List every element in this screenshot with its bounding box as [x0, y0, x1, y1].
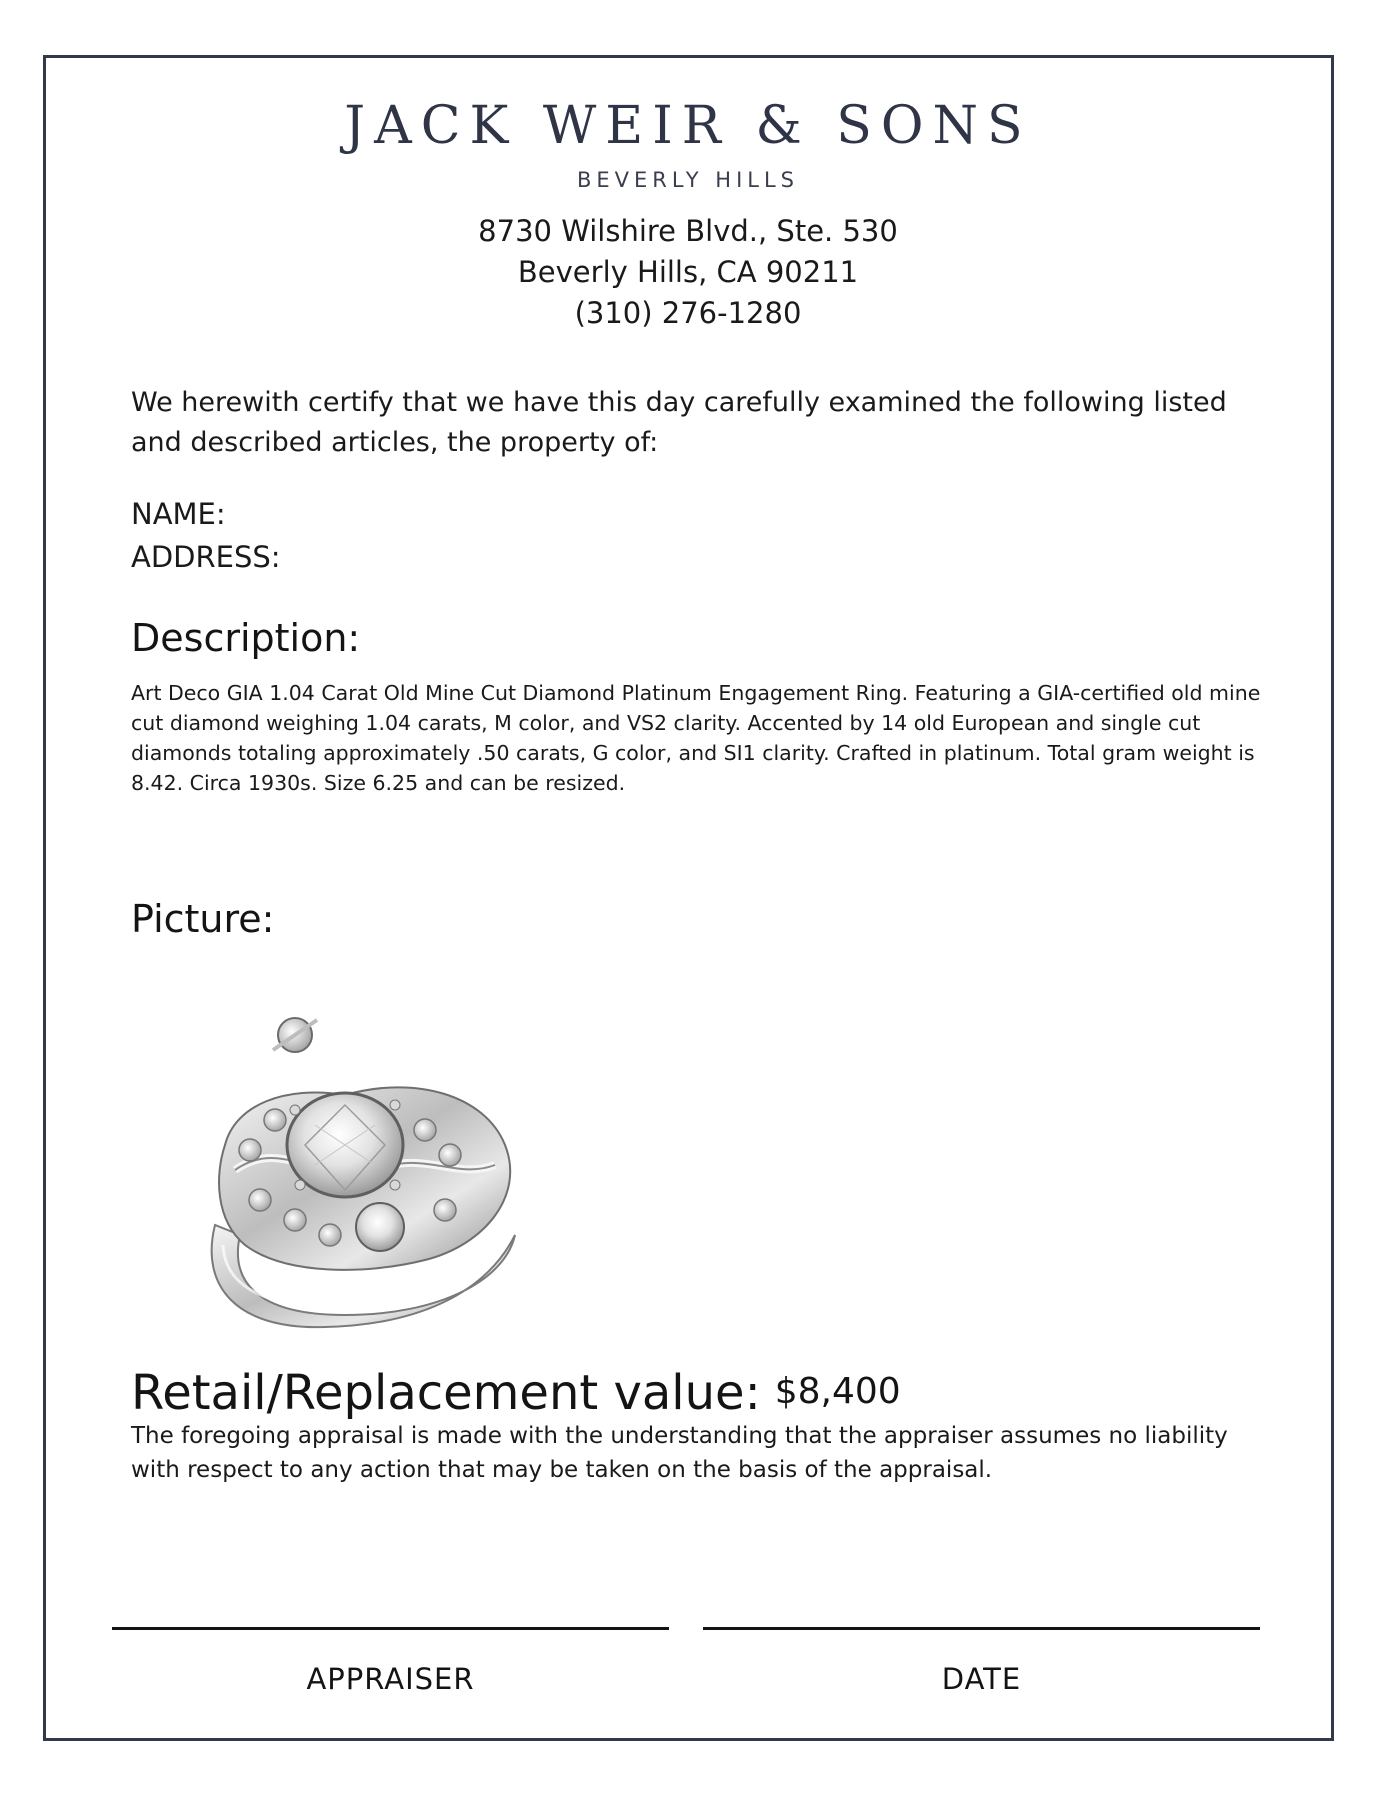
- brand-location: BEVERLY HILLS: [576, 168, 800, 192]
- appraiser-signature-line[interactable]: [112, 1627, 669, 1630]
- certification-intro: We herewith certify that we have this day carefully examined the following listed and described articles, the property of:: [131, 387, 1227, 458]
- appraiser-label: APPRAISER: [306, 1662, 475, 1696]
- picture-heading: Picture:: [131, 897, 275, 941]
- appraisal-disclaimer: The foregoing appraisal is made with the understanding that the appraiser assumes no liability with respect to any action that may be taken on the basis of the appraisal.: [131, 1423, 1228, 1483]
- brand-name: JACK WEIR & SONS: [344, 96, 1032, 156]
- date-label: DATE: [941, 1662, 1022, 1696]
- description-text: Art Deco GIA 1.04 Carat Old Mine Cut Diamond Platinum Engagement Ring. Featuring a GIA-certified old mine cut diamond weighing 1.04 carats, M color, and VS2 clarity. Accented by 14 old European and single cut diamonds totaling approximately .50 carats, G color, and SI1 clarity. Crafted in platinum. Total gram weight is 8.42. Circa 1930s. Size 6.25 and can be resized.: [131, 681, 1261, 795]
- phone-number: (310) 276-1280: [574, 296, 802, 330]
- retail-value-amount: $8,400: [774, 1371, 901, 1412]
- date-signature-line[interactable]: [703, 1627, 1260, 1630]
- retail-value-row: [131, 1365, 901, 1421]
- name-label: NAME:: [131, 497, 226, 531]
- address-line-2: Beverly Hills, CA 90211: [517, 255, 859, 289]
- address-line-1: 8730 Wilshire Blvd., Ste. 530: [478, 214, 898, 248]
- address-label: ADDRESS:: [131, 540, 281, 574]
- retail-value-label: Retail/Replacement value:: [131, 1365, 761, 1421]
- ring-photo: [195, 995, 555, 1340]
- description-heading: Description:: [131, 616, 361, 660]
